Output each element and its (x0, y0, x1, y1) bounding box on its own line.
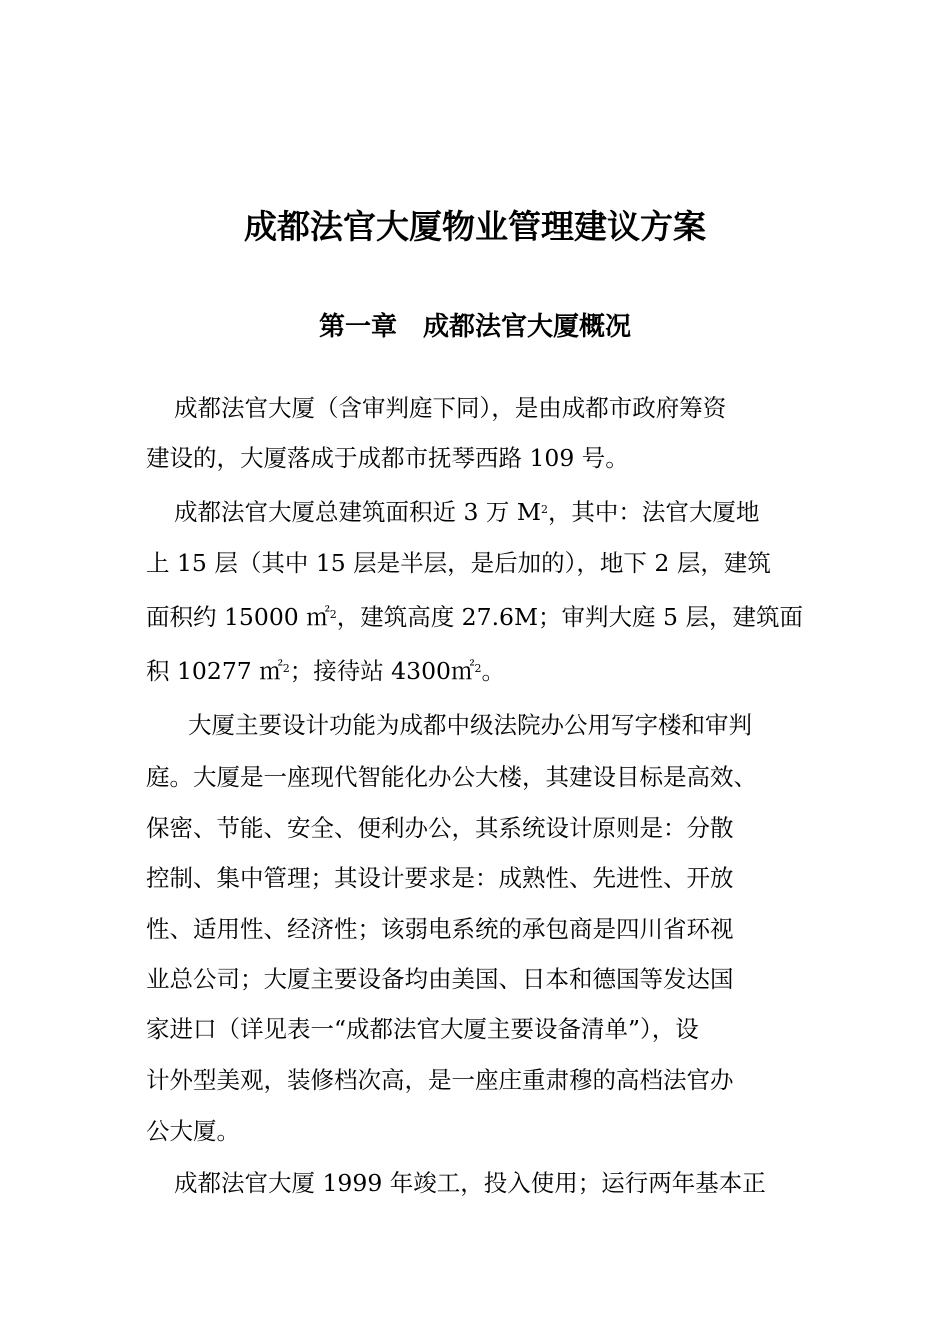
superscript: 2 (329, 608, 337, 621)
paragraph-3-line-1: 大厦主要设计功能为成都中级法院办公用写字楼和审判 (188, 711, 752, 739)
paragraph-4-line-1: 成都法官大厦 1999 年竣工，投入使用；运行两年基本正 (174, 1169, 766, 1197)
paragraph-2-line-4-text-b: ；接待站 4300㎡ (289, 657, 475, 685)
paragraph-3-line-3: 保密、节能、安全、便利办公，其系统设计原则是：分散 (146, 814, 734, 842)
document-title: 成都法官大厦物业管理建议方案 (244, 207, 706, 246)
paragraph-3-line-6: 业总公司；大厦主要设备均由美国、日本和德国等发达国 (146, 965, 734, 993)
paragraph-3-line-4: 控制、集中管理；其设计要求是：成熟性、先进性、开放 (146, 864, 734, 892)
paragraph-3-line-2: 庭。大厦是一座现代智能化办公大楼，其建设目标是高效、 (146, 763, 757, 791)
paragraph-2-line-2: 上 15 层（其中 15 层是半层，是后加的），地下 2 层，建筑 (146, 549, 771, 577)
superscript: 2 (540, 503, 548, 516)
paragraph-1-line-2: 建设的，大厦落成于成都市抚琴西路 109 号。 (146, 444, 629, 472)
chapter-heading: 第一章 成都法官大厦概况 (318, 312, 631, 342)
paragraph-2-line-3-text-a: 面积约 15000 ㎡ (146, 603, 330, 631)
paragraph-2-line-1-text-a: 成都法官大厦总建筑面积近 3 万 M (174, 498, 541, 526)
superscript: 2 (474, 662, 482, 675)
paragraph-2-line-3 (146, 597, 803, 637)
paragraph-2-line-4-text-c: 。 (481, 657, 505, 685)
paragraph-2-line-1 (174, 492, 759, 532)
paragraph-3-line-5: 性、适用性、经济性；该弱电系统的承包商是四川省环视 (146, 915, 734, 943)
paragraph-3-line-9: 公大厦。 (146, 1117, 240, 1145)
superscript: 2 (282, 662, 290, 675)
paragraph-3-line-7: 家进口（详见表一“成都法官大厦主要设备清单”），设 (146, 1015, 699, 1043)
paragraph-2-line-1-text-b: ，其中：法官大厦地 (547, 498, 760, 526)
paragraph-1-line-1: 成都法官大厦（含审判庭下同），是由成都市政府筹资 (174, 394, 727, 422)
paragraph-2-line-4 (146, 651, 505, 691)
paragraph-2-line-4-text-a: 积 10277 ㎡ (146, 657, 283, 685)
paragraph-3-line-8: 计外型美观，装修档次高，是一座庄重肃穆的高档法官办 (146, 1066, 734, 1094)
paragraph-2-line-3-text-b: ，建筑高度 27.6M；审判大庭 5 层，建筑面 (336, 603, 803, 631)
